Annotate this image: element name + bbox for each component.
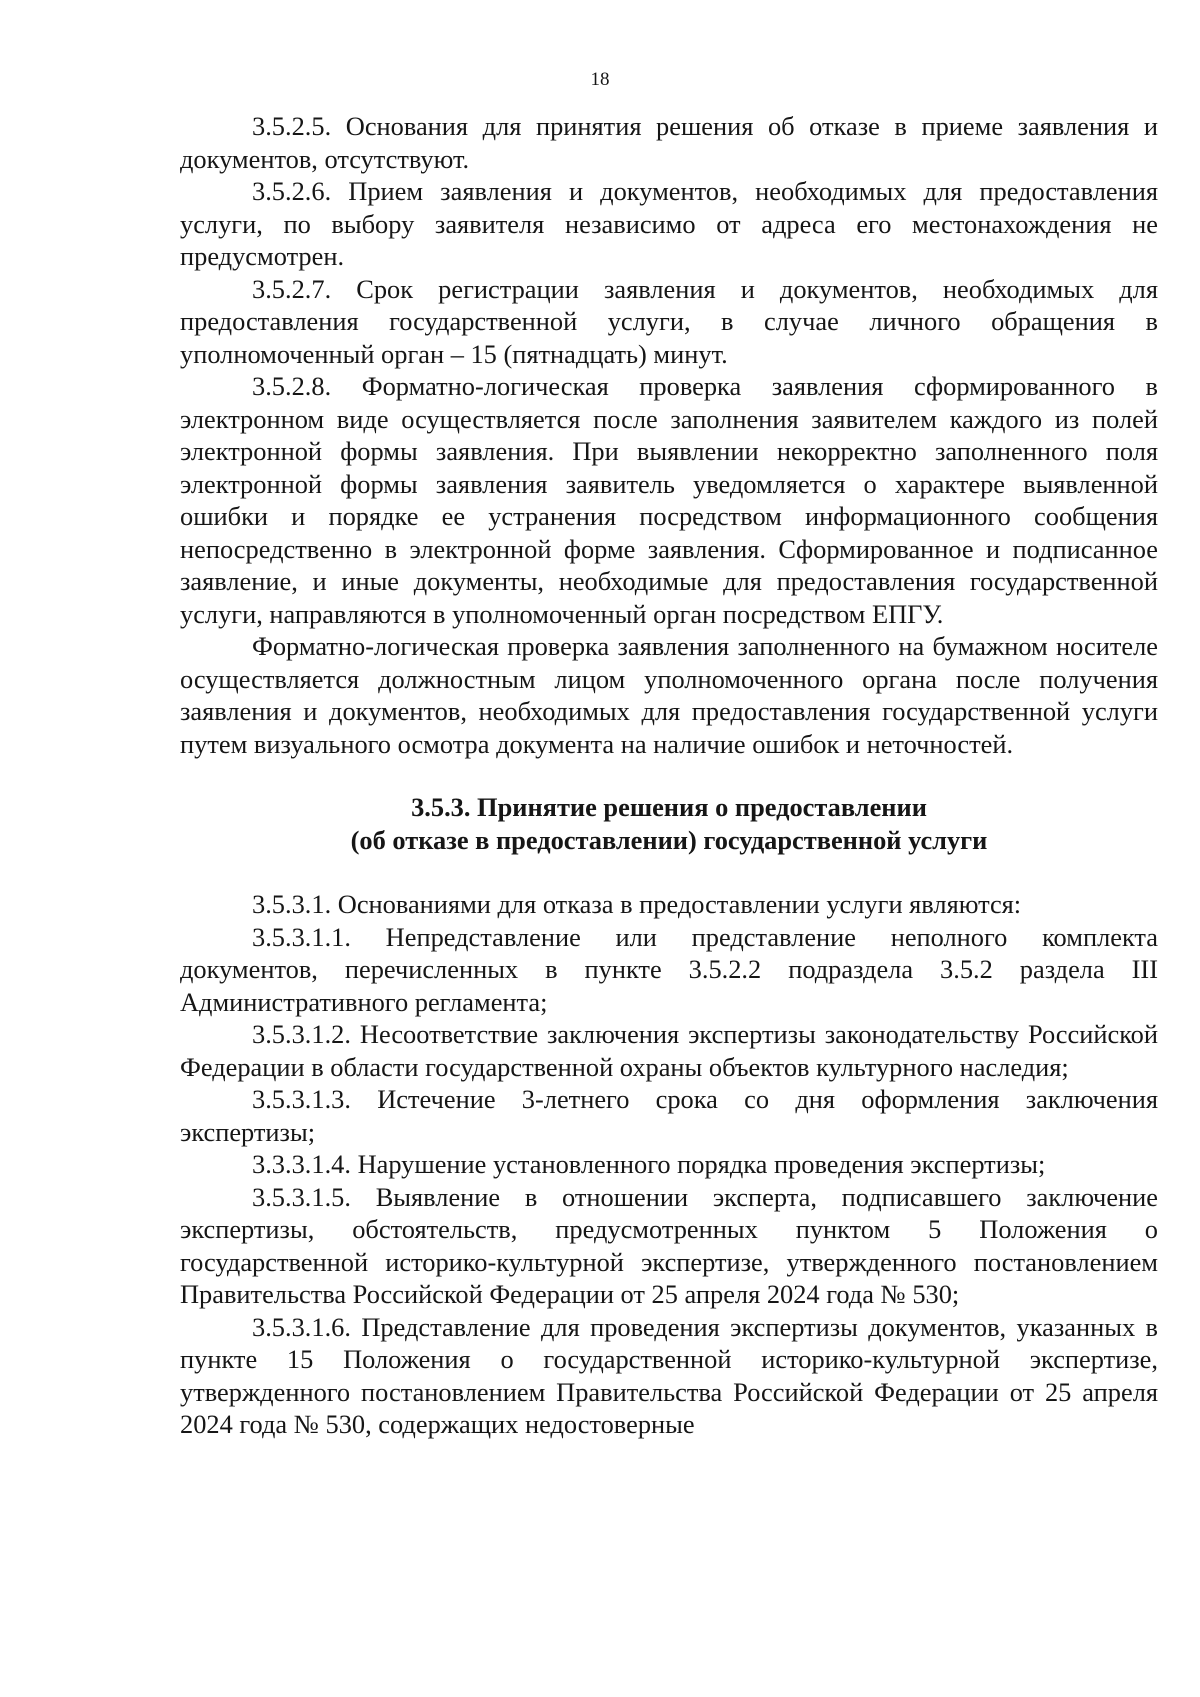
document-body [180,110,1158,1441]
paragraph-3-5-2-8: 3.5.2.8. Форматно-логическая проверка заявления сформированного в электронном виде осуществляется после заполнения заявителем каждого из полей электронной формы заявления. При выявлении некорректно заполненного поля электронной формы заявления заявитель уведомляется о характере выявленной ошибки и порядке ее устранения посредством информационного сообщения непосредственно в электронной форме заявления. Сформированное и подписанное заявление, и иные документы, необходимые для предоставления государственной услуги, направляются в уполномоченный орган посредством ЕПГУ. [180,371,1158,629]
paragraph-3-5-3-1-5: 3.5.3.1.5. Выявление в отношении эксперта, подписавшего заключение экспертизы, обстоятельств, предусмотренных пунктом 5 Положения о государственной историко-культурной экспертизе, утвержденного постановлением Правительства Российской Федерации от 25 апреля 2024 года № 530; [180,1181,1158,1309]
paragraph-3-5-3-1-1: 3.5.3.1.1. Непредставление или представление неполного комплекта документов, перечисленных в пункте 3.5.2.2 подраздела 3.5.2 раздела III Административного регламента; [180,921,1158,1017]
paragraph-3-5-3-1-6: 3.5.3.1.6. Представление для проведения экспертизы документов, указанных в пункте 15 Положения о государственной историко-культурной экспертизе, утвержденного постановлением Правительства Российской Федерации от 25 апреля 2024 года № 530, содержащих недостоверные [180,1311,1158,1439]
paragraph-paper-check: Форматно-логическая проверка заявления заполненного на бумажном носителе осуществляется должностным лицом уполномоченного органа после получения заявления и документов, необходимых для предоставления государственной услуги путем визуального осмотра документа на наличие ошибок и неточностей. [180,631,1158,759]
paragraph-3-5-2-5: 3.5.2.5. Основания для принятия решения об отказе в приеме заявления и документов, отсутствуют. [180,111,1158,174]
section-heading-line-1: 3.5.3. Принятие решения о предоставлении [411,792,927,822]
paragraph-3-5-3-1: 3.5.3.1. Основаниями для отказа в предоставлении услуги являются: [252,889,1022,919]
paragraph-3-5-2-7: 3.5.2.7. Срок регистрации заявления и документов, необходимых для предоставления государственной услуги, в случае личного обращения в уполномоченный орган – 15 (пятнадцать) минут. [180,273,1158,369]
paragraph-3-5-3-1-3: 3.5.3.1.3. Истечение 3-летнего срока со дня оформления заключения экспертизы; [180,1084,1158,1147]
page-number: 18 [590,69,610,90]
paragraph-3-5-3-1-2: 3.5.3.1.2. Несоответствие заключения экспертизы законодательству Российской Федерации в области государственной охраны объектов культурного наследия; [180,1019,1158,1082]
paragraph-3-3-3-1-4: 3.3.3.1.4. Нарушение установленного порядка проведения экспертизы; [252,1149,1046,1179]
section-heading-3-5-3 [180,791,1158,856]
paragraph-3-5-2-6: 3.5.2.6. Прием заявления и документов, необходимых для предоставления услуги, по выбору заявителя независимо от адреса его местонахождения не предусмотрен. [180,176,1158,271]
section-heading-line-2: (об отказе в предоставлении) государственной услуги [350,824,988,855]
